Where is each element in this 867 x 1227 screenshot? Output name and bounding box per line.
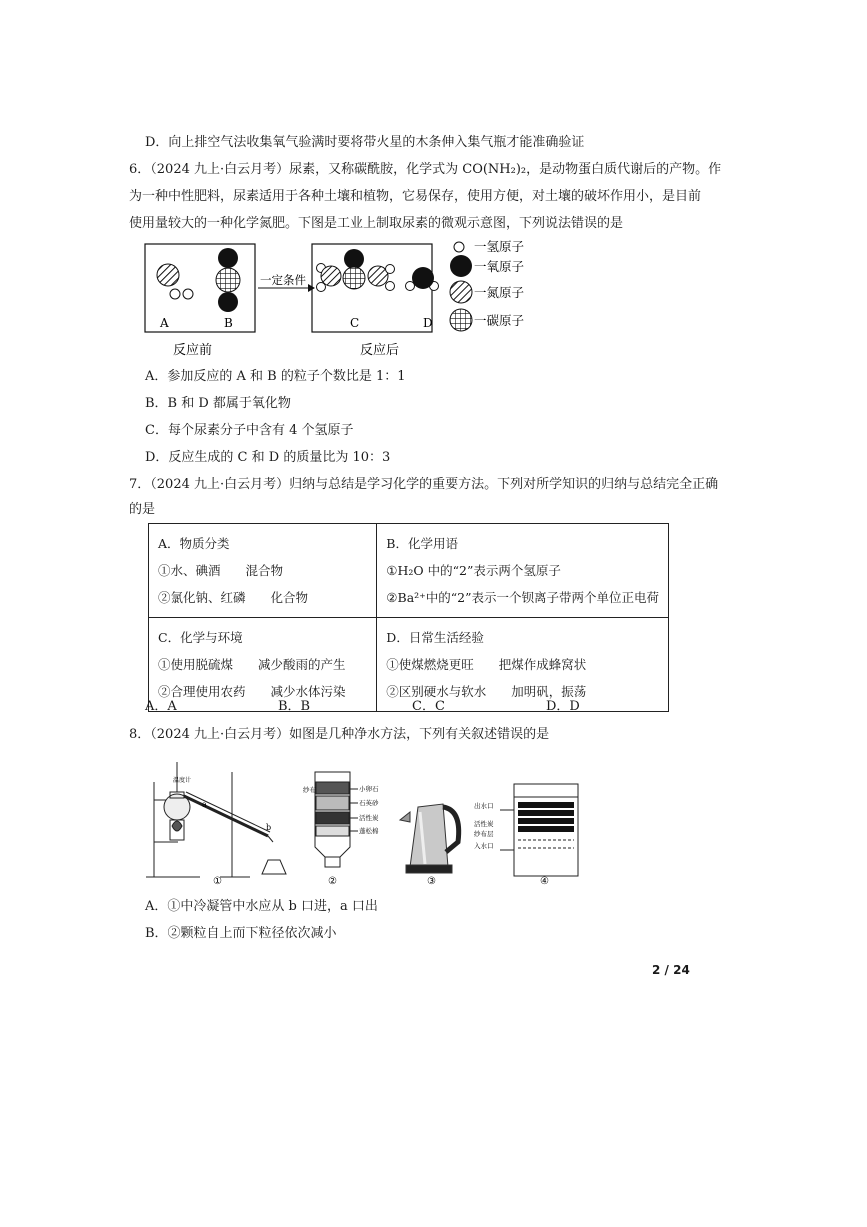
legend-nitrogen: 一氮原子 xyxy=(474,285,525,300)
label-c: C xyxy=(350,316,360,330)
q6-option-d: D．反应生成的 C 和 D 的质量比为 10：3 xyxy=(145,450,391,465)
legend-carbon-icon xyxy=(450,309,472,331)
legend-nitrogen-icon xyxy=(450,281,472,303)
cell-b-title: B．化学用语 xyxy=(386,536,458,551)
molecule-c xyxy=(317,249,395,292)
cell-a xyxy=(149,524,377,618)
filter-layer-3: 活性炭 xyxy=(359,814,379,822)
carbon-filter-tank xyxy=(500,784,578,876)
cell-b-item2: ②Ba²⁺中的“2”表示一个钡离子带两个单位正电荷 xyxy=(386,590,659,605)
filter-gauze: 纱布 xyxy=(303,786,316,794)
caption-4: ④ xyxy=(540,876,549,887)
caption-3: ③ xyxy=(427,876,436,887)
cell-c-title: C．化学与环境 xyxy=(158,630,243,645)
q8-option-a: A．①中冷凝管中水应从 b 口进，a 口出 xyxy=(145,899,378,914)
cell-c xyxy=(149,618,377,712)
caption-1: ① xyxy=(213,876,222,887)
thermometer-label: 温度计 xyxy=(173,777,192,784)
tank-gauze: 纱布层 xyxy=(474,830,494,838)
legend xyxy=(450,239,524,331)
caption-before: 反应前 xyxy=(173,343,213,358)
legend-oxygen: 一氧原子 xyxy=(474,259,525,274)
cell-b-item1: ①H₂O 中的“2”表示两个氢原子 xyxy=(386,563,561,578)
label-d: D xyxy=(423,316,433,330)
cell-d-item1: ①使煤燃烧更旺 把煤作成蜂窝状 xyxy=(386,657,587,672)
cell-a-item1: ①水、碘酒 混合物 xyxy=(158,563,284,578)
caption-after: 反应后 xyxy=(360,343,400,358)
urea-reaction-diagram xyxy=(140,238,540,360)
filter-layer-1: 小卵石 xyxy=(359,785,379,793)
q7-choice-d: D．D xyxy=(546,699,580,714)
q6-option-a: A．参加反应的 A 和 B 的粒子个数比是 1：1 xyxy=(145,369,406,384)
label-b: B xyxy=(224,316,233,330)
molecule-a xyxy=(157,264,193,299)
legend-hydrogen-icon xyxy=(454,242,464,252)
port-a: a xyxy=(202,800,207,809)
label-a: A xyxy=(160,316,169,330)
molecule-d xyxy=(406,267,439,291)
legend-carbon: 一碳原子 xyxy=(474,313,525,328)
cell-d-title: D．日常生活经验 xyxy=(386,630,484,645)
cell-c-item1: ①使用脱硫煤 减少酸雨的产生 xyxy=(158,657,346,672)
arrow-condition: 一定条件 xyxy=(260,273,306,287)
tank-inlet: 入水口 xyxy=(474,842,494,850)
q6-option-b: B．B 和 D 都属于氧化物 xyxy=(145,396,291,411)
molecule-b xyxy=(216,248,240,312)
filter-layer-4: 蓬松棉 xyxy=(359,827,379,835)
legend-oxygen-icon xyxy=(450,255,472,277)
tank-outlet: 出水口 xyxy=(474,802,494,810)
q7-stem-line1: 7．（2024 九上·白云月考）归纳与总结是学习化学的重要方法。下列对所学知识的归纳与总结完全正确 xyxy=(129,477,719,492)
q7-stem-line2: 的是 xyxy=(129,502,156,517)
port-b: b xyxy=(266,823,272,832)
cell-c-item2: ②合理使用农药 减少水体污染 xyxy=(158,684,346,699)
q6-stem-line2: 为一种中性肥料，尿素适用于各种土壤和植物，它易保存，使用方便，对土壤的破坏作用小，是目前 xyxy=(129,189,702,204)
q8-stem: 8．（2024 九上·白云月考）如图是几种净水方法，下列有关叙述错误的是 xyxy=(129,727,550,742)
page-number: 2 / 24 xyxy=(652,963,690,977)
caption-2: ② xyxy=(328,876,337,887)
q6-option-c: C．每个尿素分子中含有 4 个氢原子 xyxy=(145,423,354,438)
q5-option-d: D．向上排空气法收集氧气验满时要将带火星的木条伸入集气瓶才能准确验证 xyxy=(145,135,585,150)
cell-a-title: A．物质分类 xyxy=(158,536,230,551)
cell-b xyxy=(377,524,669,618)
q7-choice-c: C．C xyxy=(412,699,445,714)
filter-layer-2: 石英砂 xyxy=(359,799,379,807)
simple-filter xyxy=(315,772,358,867)
q8-option-b: B．②颗粒自上而下粒径依次减小 xyxy=(145,926,337,941)
q7-summary-table xyxy=(148,523,669,712)
tank-carbon: 活性炭 xyxy=(474,820,494,828)
cell-a-item2: ②氯化钠、红磷 化合物 xyxy=(158,590,309,605)
q6-stem-line3: 使用量较大的一种化学氮肥。下图是工业上制取尿素的微观示意图，下列说法错误的是 xyxy=(129,216,624,231)
q7-choice-a: A．A xyxy=(145,699,177,714)
legend-hydrogen: 一氢原子 xyxy=(474,239,525,254)
q6-stem-line1: 6．（2024 九上·白云月考）尿素，又称碳酰胺，化学式为 CO(NH₂)₂，是动物蛋白质代谢后的产物。作 xyxy=(129,162,722,177)
electric-kettle xyxy=(400,804,459,873)
water-purification-figure xyxy=(140,752,590,892)
q7-choice-b: B．B xyxy=(278,699,311,714)
distillation-apparatus xyxy=(146,762,286,877)
cell-d-item2: ②区别硬水与软水 加明矾，振荡 xyxy=(386,684,587,699)
